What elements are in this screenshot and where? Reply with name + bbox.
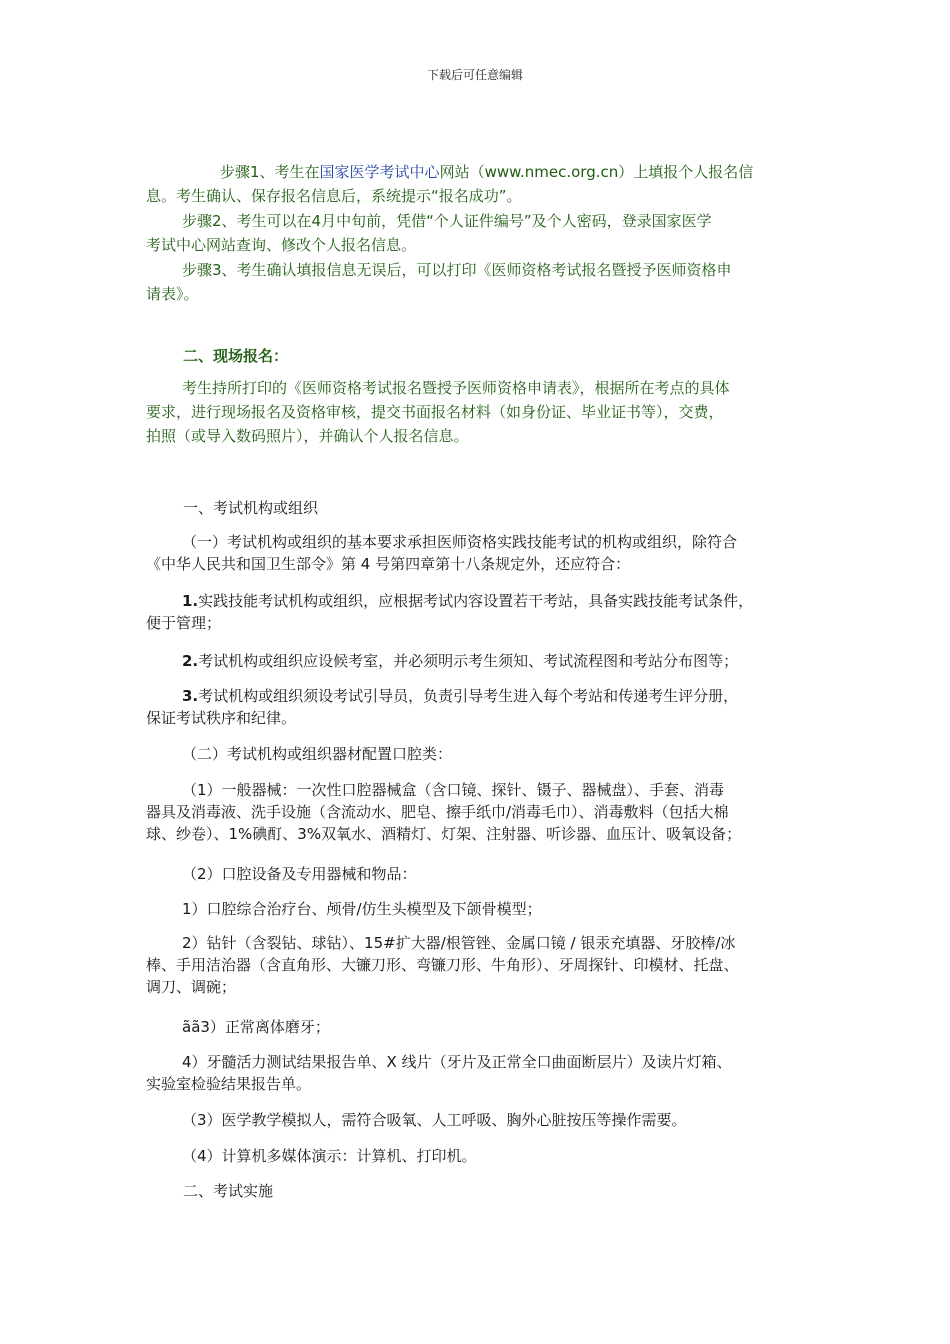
step-2-line2: 考试中心网站查询、修改个人报名信息。	[146, 236, 417, 254]
equipment-3-paragraph	[146, 1109, 810, 1131]
item-3-line1: 考试机构或组织须设考试引导员，负责引导考生进入每个考站和传递考生评分册，	[198, 687, 739, 705]
step-1-prefix: 步骤1、考生在	[220, 163, 320, 181]
step-3-line2: 请表》。	[146, 285, 199, 303]
item-1-line2: 便于管理；	[146, 614, 222, 632]
dental-item-2-line1: 2）钻针（含裂钻、球钻）、15#扩大器/根管锉、金属口镜 / 银汞充填器、牙胶棒/冰	[182, 934, 736, 952]
equipment-1-paragraph	[146, 779, 810, 845]
section-2-title: 二、考试实施	[183, 1182, 274, 1200]
dental-item-4	[146, 1051, 810, 1095]
dental-item-2	[146, 932, 810, 998]
step-1-paragraph	[146, 160, 808, 208]
item-1-paragraph	[146, 590, 810, 634]
item-3-number: 3.	[182, 687, 199, 705]
onsite-heading: 二、现场报名：	[183, 347, 289, 365]
item-3-line2: 保证考试秩序和纪律。	[146, 709, 297, 727]
onsite-paragraph	[146, 376, 808, 448]
item-2-line1: 考试机构或组织应设候考室，并必须明示考生须知、考试流程图和考站分布图等；	[198, 652, 739, 670]
dental-item-4-line2: 实验室检验结果报告单。	[146, 1075, 312, 1093]
item-2-number: 2.	[182, 652, 199, 670]
item-1-number: 1.	[182, 592, 199, 610]
dental-item-1	[146, 898, 810, 920]
equipment-2-line: （2）口腔设备及专用器械和物品：	[182, 865, 417, 883]
equipment-1-line3: 球、纱卷）、1%碘酊、3%双氧水、酒精灯、灯架、注射器、听诊器、血压计、吸氧设备；	[146, 825, 742, 843]
dental-item-2-line2: 棒、手用洁治器（含直角形、大镰刀形、弯镰刀形、牛角形）、牙周探针、印模材、托盘、	[146, 956, 739, 974]
dental-item-3	[146, 1016, 810, 1038]
part-1-line1: （一）考试机构或组织的基本要求承担医师资格实践技能考试的机构或组织，除符合	[182, 533, 738, 551]
step-3-line1: 步骤3、考生确认填报信息无误后，可以打印《医师资格考试报名暨授予医师资格申	[182, 261, 732, 279]
step-3-paragraph	[146, 258, 808, 306]
step-2-line1: 步骤2、考生可以在4月中旬前，凭借“个人证件编号”及个人密码，登录国家医学	[182, 212, 712, 230]
part-2-line: （二）考试机构或组织器材配置口腔类：	[182, 745, 453, 763]
equipment-1-line2: 器具及消毒液、洗手设施（含流动水、肥皂、擦手纸巾/消毒毛巾）、消毒敷料（包括大棉	[146, 803, 729, 821]
dental-item-3-line: ãã3）正常离体磨牙；	[182, 1018, 330, 1036]
step-1-line2: 息。考生确认、保存报名信息后，系统提示“报名成功”。	[146, 187, 522, 205]
page-header: 下载后可任意编辑	[426, 68, 523, 82]
part-2-paragraph	[146, 743, 810, 765]
section-1-title: 一、考试机构或组织	[183, 499, 319, 517]
item-1-line1: 实践技能考试机构或组织，应根据考试内容设置若干考站，具备实践技能考试条件，	[198, 592, 754, 610]
equipment-3-line: （3）医学教学模拟人，需符合吸氧、人工呼吸、胸外心脏按压等操作需要。	[182, 1111, 687, 1129]
onsite-line1: 考生持所打印的《医师资格考试报名暨授予医师资格申请表》，根据所在考点的具体	[182, 379, 730, 397]
onsite-line2: 要求，进行现场报名及资格审核，提交书面报名材料（如身份证、毕业证书等），交费，	[146, 403, 724, 421]
equipment-2-paragraph	[146, 863, 810, 885]
equipment-1-line1: （1）一般器械：一次性口腔器械盒（含口镜、探针、镊子、器械盘）、手套、消毒	[182, 781, 725, 799]
step-2-paragraph	[146, 209, 808, 257]
nmec-link[interactable]: 国家医学考试中心	[319, 163, 440, 181]
dental-item-1-line: 1）口腔综合治疗台、颅骨/仿生头模型及下颌骨模型；	[182, 900, 542, 918]
dental-item-4-line1: 4）牙髓活力测试结果报告单、X 线片（牙片及正常全口曲面断层片）及读片灯箱、	[182, 1053, 732, 1071]
equipment-4-line: （4）计算机多媒体演示：计算机、打印机。	[182, 1147, 477, 1165]
onsite-line3: 拍照（或导入数码照片），并确认个人报名信息。	[146, 427, 469, 445]
part-1-line2: 《中华人民共和国卫生部令》第 4 号第四章第十八条规定外，还应符合：	[146, 555, 631, 573]
item-2-paragraph	[146, 650, 810, 672]
item-3-paragraph	[146, 685, 810, 729]
dental-item-2-line3: 调刀、调碗；	[146, 978, 237, 996]
step-1-line1-rest: 网站（www.nmec.org.cn）上填报个人报名信	[439, 163, 754, 181]
part-1-paragraph	[146, 531, 810, 575]
equipment-4-paragraph	[146, 1145, 810, 1167]
